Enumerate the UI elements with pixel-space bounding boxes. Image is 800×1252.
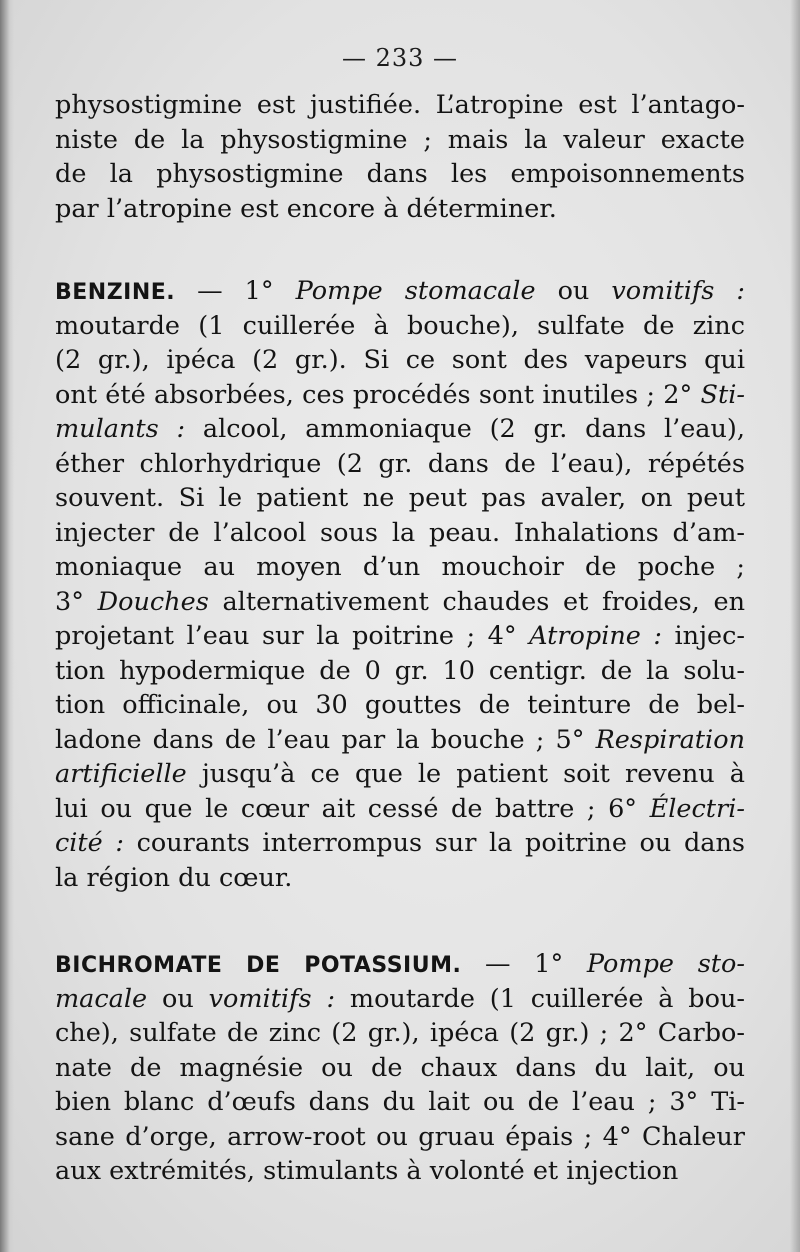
benzine-entry <box>55 274 745 895</box>
text-line <box>55 982 745 1017</box>
text-line <box>55 481 745 516</box>
italic-term: cité : <box>55 828 124 858</box>
italic-term: Électri- <box>649 793 745 824</box>
text-line <box>55 619 745 654</box>
paragraph-gap <box>55 226 745 274</box>
text-line <box>55 343 745 378</box>
italic-term: Atropine : <box>529 621 662 651</box>
text-line: niste de la physostigmine ; mais la valeur exacte <box>55 124 745 155</box>
text-run: — 1° <box>461 949 587 979</box>
text-run: lui ou que le cœur ait cessé de battre ; 6° <box>55 793 650 824</box>
text-run: courants interrompus sur la poitrine ou dans <box>123 828 745 858</box>
text-line <box>55 792 745 827</box>
text-line <box>55 861 745 896</box>
text-run: ont été absorbées, ces procédés sont inutiles ; 2° <box>55 379 701 410</box>
text-line: physostigmine est justifiée. L’atropine est l’antago- <box>55 90 745 120</box>
text-run: la région du cœur. <box>55 862 293 893</box>
text-run: nate de magnésie ou de chaux dans du lait, ou <box>55 1052 745 1083</box>
text-run: alternativement chaudes et froides, en <box>208 586 745 617</box>
text-run: moutarde (1 cuillerée à bouche), sulfate de zinc <box>55 310 745 341</box>
text-run: bien blanc d’œufs dans du lait ou de l’eau ; 3° Ti- <box>55 1087 745 1117</box>
text-run: 3° <box>55 586 98 617</box>
italic-term: Sti- <box>700 379 745 410</box>
text-run: — 1° <box>175 276 296 306</box>
text-line: de la physostigmine dans les empoisonnements <box>55 159 745 189</box>
text-run: ou <box>147 983 209 1014</box>
text-line <box>55 550 745 585</box>
text-line <box>55 654 745 689</box>
entry-heading: BENZINE. <box>55 280 176 305</box>
text-line <box>55 1016 745 1051</box>
italic-term: mulants : <box>55 414 186 444</box>
text-run: aux extrémités, stimulants à volonté et injection <box>55 1156 679 1186</box>
entry-heading: BICHROMATE DE POTASSIUM. <box>55 953 462 978</box>
text-run: tion hypodermique de 0 gr. 10 centigr. de la solu- <box>55 655 745 686</box>
paragraph-gap <box>55 895 745 947</box>
page-edge-shadow-right <box>790 0 800 1252</box>
intro-paragraph <box>55 88 745 226</box>
text-run: sane d’orge, arrow-root ou gruau épais ; 4° Chaleur <box>55 1121 745 1152</box>
text-run: moniaque au moyen d’un mouchoir de poche ; <box>55 552 745 582</box>
text-line <box>55 309 745 344</box>
text-line <box>55 378 745 413</box>
text-line <box>55 757 745 792</box>
text-line <box>55 1051 745 1086</box>
text-line <box>55 688 745 723</box>
text-line <box>55 723 745 758</box>
page-number: — 233 — <box>341 44 459 72</box>
text-line: par l’atropine est encore à déterminer. <box>55 193 557 224</box>
text-run: alcool, ammoniaque (2 gr. dans l’eau), <box>185 414 745 444</box>
italic-term: macale <box>55 983 148 1014</box>
text-run: che), sulfate de zinc (2 gr.), ipéca (2 gr.) ; 2° Carbo- <box>55 1018 745 1048</box>
italic-term: vomitifs : <box>208 983 336 1014</box>
text-run: injec- <box>662 621 745 651</box>
text-run: moutarde (1 cuillerée à bou- <box>335 983 746 1014</box>
text-line <box>55 1120 745 1155</box>
italic-term: Pompe sto- <box>586 949 745 979</box>
text-line <box>55 585 745 620</box>
text-line <box>55 1085 745 1120</box>
text-run: éther chlorhydrique (2 gr. dans de l’eau), répétés <box>55 448 745 479</box>
italic-term: Douches <box>97 586 209 617</box>
text-line <box>55 412 745 447</box>
text-line <box>55 447 745 482</box>
page-edge-shadow-left <box>0 0 14 1252</box>
text-run: injecter de l’alcool sous la peau. Inhalations d’am- <box>55 517 745 548</box>
bichromate-entry <box>55 947 745 1189</box>
entry-heading-line <box>55 274 745 309</box>
italic-term: Pompe stomacale <box>295 276 536 306</box>
text-run: jusqu’à ce que le patient soit revenu à <box>186 759 745 789</box>
text-run: tion officinale, ou 30 gouttes de teinture de bel- <box>55 690 745 720</box>
body-text <box>55 88 745 1189</box>
text-run: projetant l’eau sur la poitrine ; 4° <box>55 621 530 651</box>
italic-term: artificielle <box>55 759 187 789</box>
italic-term: Respiration <box>595 724 745 755</box>
text-line <box>55 1154 745 1189</box>
text-line <box>55 516 745 551</box>
text-run: ladone dans de l’eau par la bouche ; 5° <box>55 724 596 755</box>
italic-term: vomitifs : <box>611 276 745 306</box>
text-run: (2 gr.), ipéca (2 gr.). Si ce sont des vapeurs qui <box>55 345 745 375</box>
text-run: souvent. Si le patient ne peut pas avaler, on peut <box>55 483 745 513</box>
text-line <box>55 826 745 861</box>
text-run: ou <box>535 276 612 306</box>
entry-heading-line <box>55 947 745 982</box>
